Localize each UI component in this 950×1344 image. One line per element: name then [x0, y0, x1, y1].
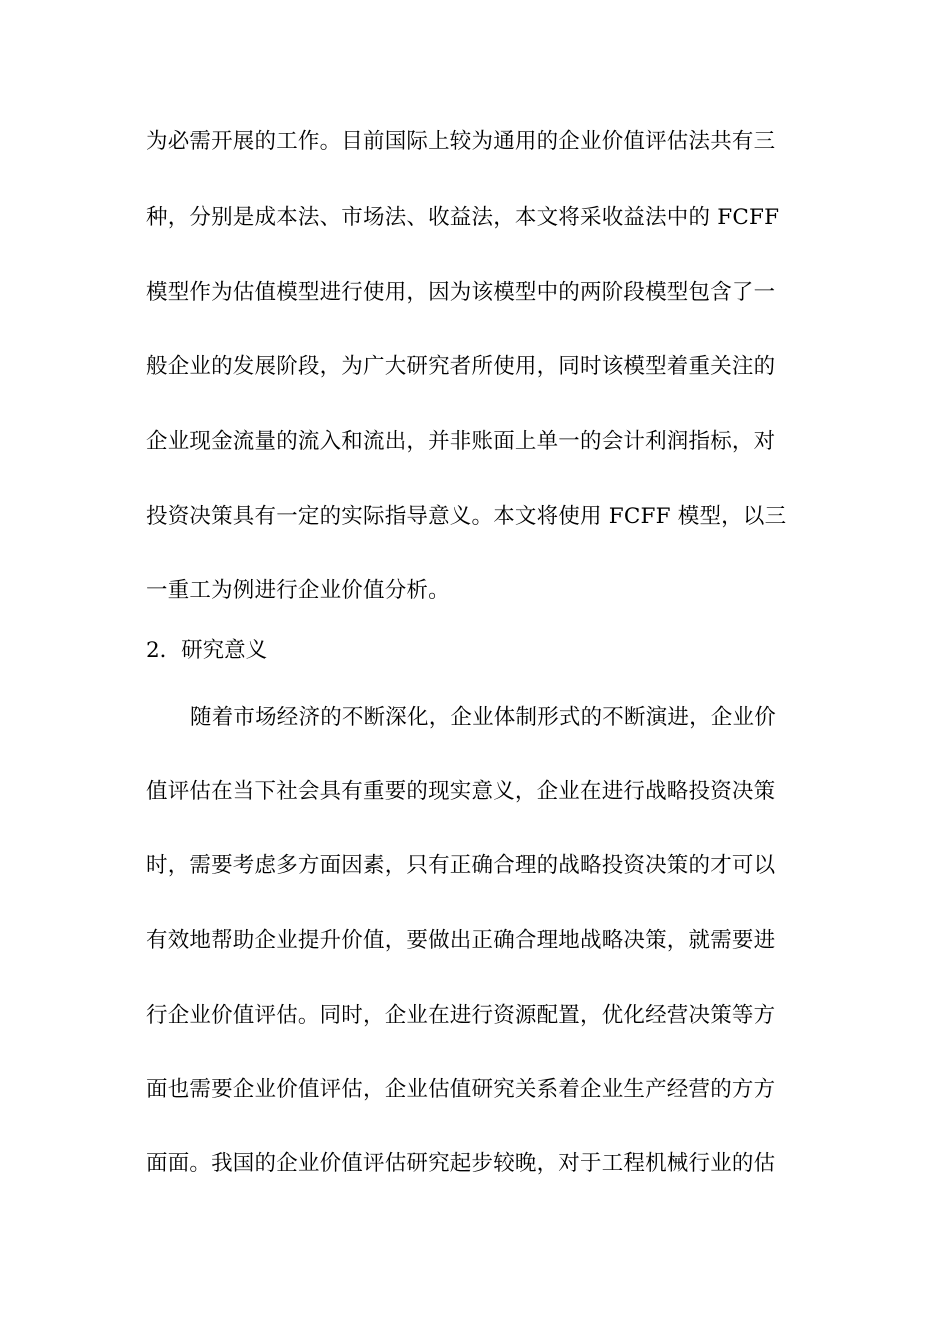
paragraph-line: 时，需要考虑多方面因素，只有正确合理的战略投资决策的才可以 [146, 853, 776, 878]
section-heading: 2．研究意义 [146, 638, 268, 663]
paragraph-line: 有效地帮助企业提升价值，要做出正确合理地战略决策，就需要进 [146, 928, 776, 953]
paragraph-line: 企业现金流量的流入和流出，并非账面上单一的会计利润指标，对 [146, 429, 776, 454]
paragraph-line: 投资决策具有一定的实际指导意义。本文将使用 FCFF 模型，以三 [146, 504, 787, 529]
paragraph-line: 面面。我国的企业价值评估研究起步较晚，对于工程机械行业的估 [146, 1151, 776, 1176]
paragraph-line: 为必需开展的工作。目前国际上较为通用的企业价值评估法共有三 [146, 129, 776, 154]
paragraph-line: 一重工为例进行企业价值分析。 [146, 578, 450, 603]
paragraph-line: 种，分别是成本法、市场法、收益法，本文将采收益法中的 FCFF [146, 205, 780, 230]
paragraph-line: 面也需要企业价值评估，企业估值研究关系着企业生产经营的方方 [146, 1077, 776, 1102]
paragraph-line: 随着市场经济的不断深化，企业体制形式的不断演进，企业价 [190, 705, 776, 730]
paragraph-line: 行企业价值评估。同时，企业在进行资源配置，优化经营决策等方 [146, 1003, 776, 1028]
paragraph-line: 般企业的发展阶段，为广大研究者所使用，同时该模型着重关注的 [146, 354, 776, 379]
paragraph-line: 模型作为估值模型进行使用，因为该模型中的两阶段模型包含了一 [146, 280, 776, 305]
paragraph-line: 值评估在当下社会具有重要的现实意义，企业在进行战略投资决策 [146, 779, 776, 804]
